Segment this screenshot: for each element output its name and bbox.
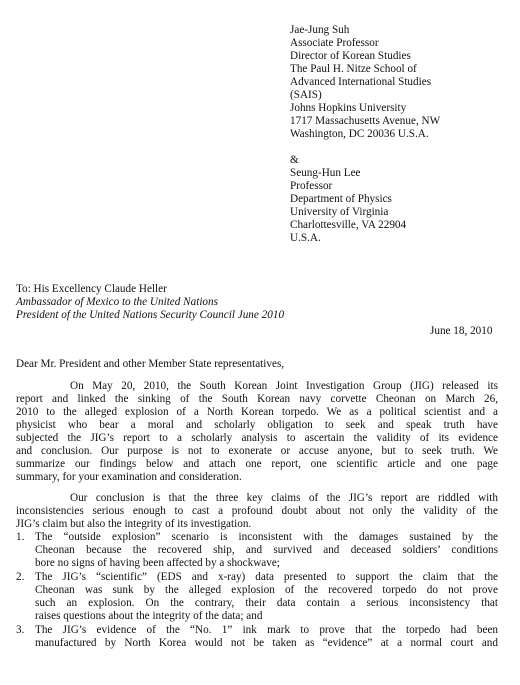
paragraph-1-line: On May 20, 2010, the South Korean Joint Investigation Group (JIG) released its: [70, 380, 498, 392]
sender-2-title: Professor: [290, 180, 333, 192]
sender-2-dept: Department of Physics: [290, 193, 392, 205]
paragraph-1-line: 2010 to the alleged explosion of a North Korean torpedo. We as a political scientist and a: [16, 406, 498, 418]
paragraph-2-line: Our conclusion is that the three key claims of the JIG’s report are riddled with: [70, 492, 498, 504]
sender-1-name: Jae-Jung Suh: [290, 24, 350, 36]
paragraph-2-line: inconsistencies serious enough to cast a profound doubt about not only the validity of the: [16, 505, 498, 517]
sender-1-school-line-1: The Paul H. Nitze School of: [290, 63, 417, 75]
list-item-line: bore no signs of having been affected by a shockwave;: [35, 557, 280, 569]
list-item-line: manufactured by North Korea would not be taken as “evidence” at a normal court and: [35, 637, 498, 649]
paragraph-1-line: and conclusion. Our purpose is not to exonerate or accuse anyone, but to seek truth. We: [16, 445, 498, 457]
paragraph-1-line: summary, for your examination and consideration.: [16, 471, 242, 483]
paragraph-1-line: report and linked the sinking of the South Korean navy corvette Cheonan on March 26,: [16, 393, 498, 405]
salutation: Dear Mr. President and other Member State representatives,: [16, 358, 285, 370]
paragraph-1-line: summarize our findings below and attach one report, one scientific article and one page: [16, 458, 498, 470]
recipient-line-2: Ambassador of Mexico to the United Nations: [16, 296, 218, 308]
sender-1-street: 1717 Massachusetts Avenue, NW: [290, 115, 441, 127]
list-item-line: such an explosion. On the contrary, their data contain a serious inconsistency that: [35, 597, 498, 609]
sender-1-role: Director of Korean Studies: [290, 50, 411, 62]
sender-2-name: Seung-Hun Lee: [290, 167, 361, 179]
list-item-line: The JIG’s evidence of the “No. 1” ink mark to prove that the torpedo had been: [35, 624, 498, 636]
sender-1-school-line-3: (SAIS): [290, 89, 322, 101]
sender-1-title: Associate Professor: [290, 37, 379, 49]
list-item-line: The JIG’s “scientific” (EDS and x-ray) data presented to support the claim that the: [35, 571, 498, 583]
recipient-line-1: To: His Excellency Claude Heller: [16, 283, 167, 295]
ampersand: &: [290, 154, 299, 166]
sender-1-university: Johns Hopkins University: [290, 102, 407, 114]
sender-2-university: University of Virginia: [290, 206, 389, 218]
paragraph-1-line: physicist who bear a moral and scholarly obligation to seek and speak truth have: [16, 419, 498, 431]
list-item-number: 1.: [16, 531, 25, 543]
list-item-line: The “outside explosion” scenario is inconsistent with the damages sustained by the: [35, 531, 498, 543]
recipient-line-3: President of the United Nations Security Council June 2010: [16, 309, 285, 321]
sender-2-country: U.S.A.: [290, 232, 321, 244]
sender-1-school-line-2: Advanced International Studies: [290, 76, 432, 88]
list-item-line: raises questions about the integrity of the data; and: [35, 610, 263, 622]
list-item-line: Cheonan because the recovered ship, and survived and deceased soldiers’ conditions: [35, 544, 498, 556]
paragraph-2-line: JIG’s claim but also the integrity of its investigation.: [16, 518, 252, 530]
sender-2-city: Charlottesville, VA 22904: [290, 219, 407, 231]
letter-date: June 18, 2010: [430, 325, 493, 337]
sender-1-city: Washington, DC 20036 U.S.A.: [290, 128, 429, 140]
list-item-line: Cheonan was sunk by the alleged explosion of the recovered torpedo do not prove: [35, 584, 498, 596]
list-item-number: 3.: [16, 624, 25, 636]
list-item-number: 2.: [16, 571, 25, 583]
paragraph-1-line: subjected the JIG’s report to a scholarly analysis to ascertain the validity of its evidence: [16, 432, 498, 444]
